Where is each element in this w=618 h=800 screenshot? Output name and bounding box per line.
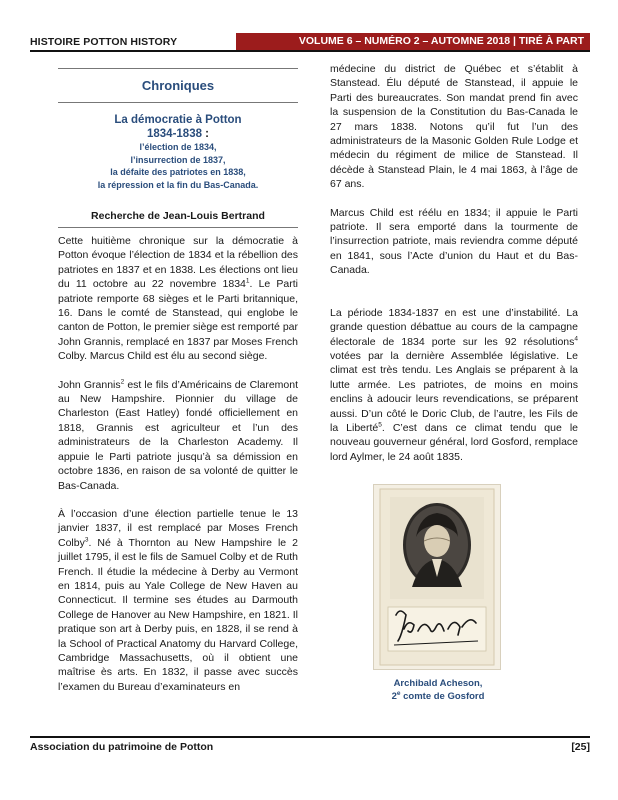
paragraph-text: . Le Parti patriote remporte 68 sièges et le Parti britannique, 16. Dans le comté de Stanstead, qui englobe le canton de Potton, le premier siège est remporté par John Grannis, remplacé en 1837 par Moses French Colby. Marcus Child est élu au second siège. xyxy=(58,278,298,363)
footnote-ref: 4 xyxy=(574,335,578,342)
body-paragraph xyxy=(330,306,578,464)
portrait-figure xyxy=(373,484,501,670)
section-heading-rule xyxy=(58,102,298,103)
caption-ordinal-suffix: e xyxy=(396,689,401,697)
article-title-years xyxy=(58,128,298,140)
body-paragraph xyxy=(58,234,298,364)
left-column xyxy=(58,68,298,694)
right-column xyxy=(330,62,578,464)
author-rule xyxy=(58,227,298,228)
body-paragraph xyxy=(58,378,298,493)
journal-title: HISTOIRE POTTON HISTORY xyxy=(30,36,178,48)
subtitle-line: l’élection de 1834, xyxy=(139,142,217,152)
footnote-ref: 5 xyxy=(378,421,382,429)
body-paragraph xyxy=(58,507,298,694)
header-divider xyxy=(30,50,590,52)
footer-publisher: Association du patrimoine de Potton xyxy=(30,741,214,753)
article-subtitle xyxy=(58,141,298,191)
paragraph-text: John Grannis xyxy=(58,378,121,391)
section-top-rule xyxy=(58,68,298,69)
paragraph-text: La période 1834-1837 en est une d’instabilité. La grande question débattue au cours de la campagne électorale de 1834 porte sur les 92 résolutions xyxy=(330,306,578,348)
caption-title xyxy=(376,690,500,703)
title-colon: : xyxy=(201,128,210,140)
footnote-ref: 1 xyxy=(245,277,250,285)
subtitle-line: la défaite des patriotes en 1838, xyxy=(110,167,246,177)
page-number: [25] xyxy=(571,741,590,753)
paragraph-text: . C’est dans ce climat tendu que le nouveau gouverneur général, lord Gosford, remplace lord Aylmer, le 24 août 1835. xyxy=(330,421,578,463)
paragraph-text: Cette huitième chronique sur la démocratie à Potton évoque l’élection de 1834 et la rébellion des patriotes en 1837 et en 1838. Les élections ont lieu du 11 octobre au 22 novembre 1834 xyxy=(58,235,298,291)
paragraph-text: . Né à Thornton au New Hampshire le 2 juillet 1795, il est le fils de Samuel Colby et de Ruth French. Il étudie la médecine à Derby au Vermont en 1814, puis au Yale College de New Haven au Connecticut. Il termine ses études au Darmouth College de Hanover au New Hampshire, en 1821. Il pratique son art à Derby puis, en 1828, il se rend à la School of Practical Anatomy du Harvard College, Cambridge Massachusetts, où il obtient une maîtrise ès arts. En 1832, il passe avec succès l’examen du Bureau d’examinateurs en xyxy=(58,536,298,693)
paragraph-text: est le fils d’Américains de Claremont au New Hampshire. Pionnier du village de Charleston (East Hatley) fondé officiellement en 1818, Grannis est agriculteur et l’un des administrateurs de la Charleston Academy. Il appuie le Parti patriote jusqu’à sa démission en octobre 1836, en raison de sa volonté de quitter le Bas-Canada. xyxy=(58,378,299,492)
section-heading: Chroniques xyxy=(141,78,215,93)
paragraph-text: votées par la dernière Assemblée législative. Le climat est très tendu. Les Anglais se préparent à la lutte armée. Les patriotes, de moins en moins enclins à adoucir leurs revendications, se préparent aussi. D’un côté le Doric Club, de l’autre, les Fils de la Liberté xyxy=(330,349,578,434)
paragraph-text: À l’occasion d’une élection partielle tenue le 13 janvier 1837, il est remplacé par Moses French Colby xyxy=(58,507,298,549)
article-title: La démocratie à Potton xyxy=(114,114,242,126)
caption-title-text: comte de Gosford xyxy=(400,691,485,702)
subtitle-line: la répression et la fin du Bas-Canada. xyxy=(97,179,259,190)
author-credit: Recherche de Jean-Louis Bertrand xyxy=(91,210,265,222)
portrait-engraving-image xyxy=(374,485,500,669)
body-paragraph: médecine du district de Québec et s’établit à Stanstead. Élu député de Stanstead, il appuie le Parti des bureaucrates. Son mandat prend fin avec la suspension de la Constitution du Bas-Canada le 27 mars 1838. Notons qu’il fut l’un des administrateurs de la Masonic Golden Rule Lodge et médecin du régiment de milice de Stanstead. Il décède à Stanstead Plain, le 4 mai 1863, à l’âge de 67 ans. xyxy=(330,63,578,191)
subtitle-line: l’insurrection de 1837, xyxy=(130,154,226,165)
title-years: 1834-1838 xyxy=(146,128,202,140)
caption-ordinal: 2 xyxy=(391,691,397,702)
footnote-ref: 3 xyxy=(84,536,89,544)
figure-caption xyxy=(376,677,500,703)
issue-banner: VOLUME 6 – NUMÉRO 2 – AUTOMNE 2018 | TIRÉ À PART xyxy=(236,33,590,50)
footnote-ref: 2 xyxy=(120,378,125,386)
body-paragraph: Marcus Child est réélu en 1834; il appuie le Parti patriote. Il sera emporté dans la tourmente de l’insurrection patriote, mais reviendra comme député en 1841, sous l’Acte d’union du Haut et du Bas-Canada. xyxy=(330,206,578,277)
footer-divider xyxy=(30,736,590,738)
caption-name: Archibald Acheson, xyxy=(393,678,483,689)
